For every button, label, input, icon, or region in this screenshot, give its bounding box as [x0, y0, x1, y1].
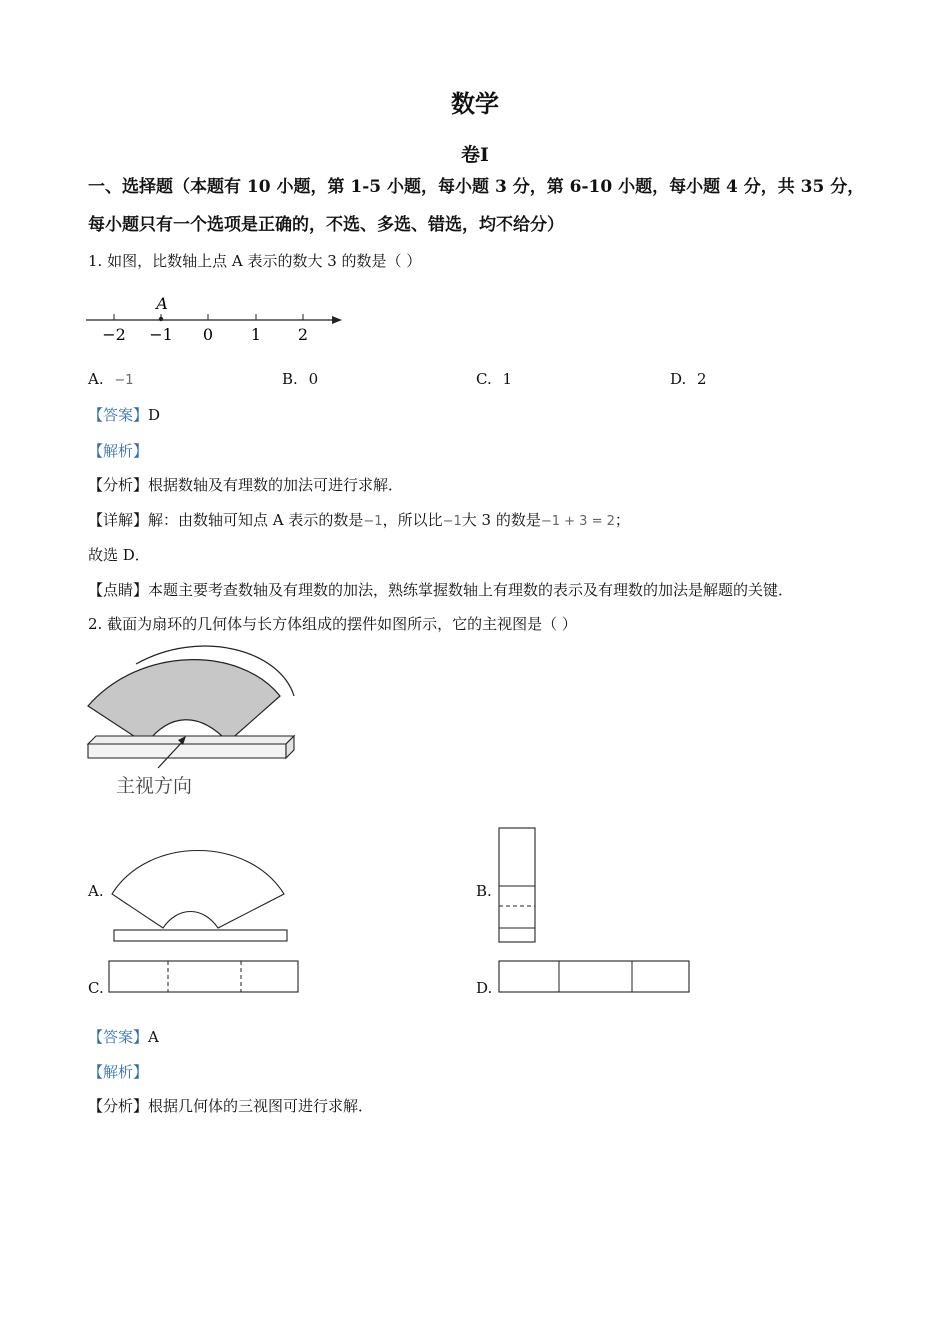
- detail-tag: 【详解】: [88, 511, 149, 529]
- tick-label: −1: [149, 325, 173, 344]
- answer-tag: 【答案】: [88, 1028, 149, 1046]
- fenxi-text: 根据几何体的三视图可进行求解．: [148, 1097, 374, 1115]
- q2-answer: [88, 1026, 159, 1047]
- section-heading: [88, 168, 888, 244]
- detail-math: −1 + 3 = 2: [540, 514, 615, 529]
- section-heading-line1: 一、选择题（本题有 10 小题，第 1-5 小题，每小题 3 分，第 6-10 小题，每小题 4 分，共 35 分，: [88, 177, 865, 197]
- tick-label: −2: [102, 325, 126, 344]
- answer-value: D: [148, 406, 161, 424]
- q2-option-d-letter: D.: [476, 979, 493, 997]
- q1-analysis-tag: 【解析】: [88, 442, 149, 460]
- q2-option-b-letter: B.: [476, 882, 492, 900]
- answer-tag: 【答案】: [88, 406, 149, 424]
- fenxi-tag: 【分析】: [88, 476, 149, 494]
- q1-note: [88, 579, 793, 600]
- option-letter: D.: [670, 370, 687, 388]
- q2-fenxi: [88, 1095, 373, 1116]
- q1-fenxi: [88, 474, 403, 495]
- q2-option-d-figure: [498, 960, 692, 994]
- paper-subtitle: 卷Ⅰ: [461, 144, 489, 166]
- fenxi-tag: 【分析】: [88, 1097, 149, 1115]
- option-text: 1: [502, 370, 513, 388]
- option-text: 2: [697, 370, 707, 388]
- detail-math: −1: [363, 514, 383, 529]
- q1-option-c: [476, 370, 512, 388]
- tick-label: 0: [202, 325, 214, 344]
- fenxi-text: 根据数轴及有理数的加法可进行求解．: [148, 476, 404, 494]
- q1-answer: [88, 404, 160, 425]
- base-top-face: [88, 736, 294, 744]
- tick-label: 2: [297, 325, 309, 344]
- section-heading-line2: 每小题只有一个选项是正确的，不选、多选、错选，均不给分）: [88, 215, 564, 235]
- option-letter: C.: [476, 370, 492, 388]
- base-front-face: [88, 744, 286, 758]
- view-direction-label: 主视方向: [116, 775, 193, 797]
- note-text: 本题主要考查数轴及有理数的加法，熟练掌握数轴上有理数的表示及有理数的加法是解题的关键．: [148, 581, 794, 599]
- detail-math: −1: [442, 514, 462, 529]
- detail-text: 大 3 的数是: [461, 511, 541, 529]
- option-text: 0: [308, 370, 319, 388]
- option-text: −1: [114, 373, 134, 388]
- q1-stem: 1. 如图，比数轴上点 A 表示的数大 3 的数是（ ）: [88, 252, 422, 270]
- point-a-dot: [159, 317, 163, 321]
- q2-option-b-figure: [498, 827, 538, 945]
- fan-front-face: [88, 660, 280, 744]
- answer-value: A: [148, 1028, 159, 1046]
- outer-rect: [499, 961, 689, 992]
- fan-outline: [112, 851, 284, 929]
- q2-option-c-figure: [108, 960, 300, 994]
- detail-text: ；: [614, 511, 630, 529]
- page-title: 数学: [451, 89, 499, 118]
- option-letter: B.: [282, 370, 298, 388]
- outer-rect: [499, 828, 535, 942]
- q2-stem: 2. 截面为扇环的几何体与长方体组成的摆件如图所示，它的主视图是（ ）: [88, 615, 577, 633]
- number-line-arrow-icon: [332, 316, 342, 324]
- base-rect: [114, 930, 287, 941]
- q1-choice: 故选 D．: [88, 546, 150, 564]
- option-letter: A.: [88, 370, 104, 388]
- detail-text: 解：由数轴可知点 A 表示的数是: [148, 511, 364, 529]
- q1-option-b: [282, 370, 318, 388]
- outer-rect: [109, 961, 298, 992]
- q2-option-a-letter: A.: [88, 882, 104, 900]
- ornament-3d-figure: [80, 640, 310, 805]
- detail-text: ，所以比: [382, 511, 443, 529]
- q1-option-d: [670, 370, 707, 388]
- q2-option-a-figure: [108, 842, 293, 946]
- number-line-figure: [80, 290, 350, 350]
- tick-label: 1: [250, 325, 262, 344]
- point-a-label: A: [156, 294, 168, 313]
- q1-detail: [88, 509, 630, 530]
- q1-option-a: [88, 370, 134, 388]
- note-tag: 【点睛】: [88, 581, 149, 599]
- q2-analysis-tag: 【解析】: [88, 1063, 149, 1081]
- q2-option-c-letter: C.: [88, 979, 104, 997]
